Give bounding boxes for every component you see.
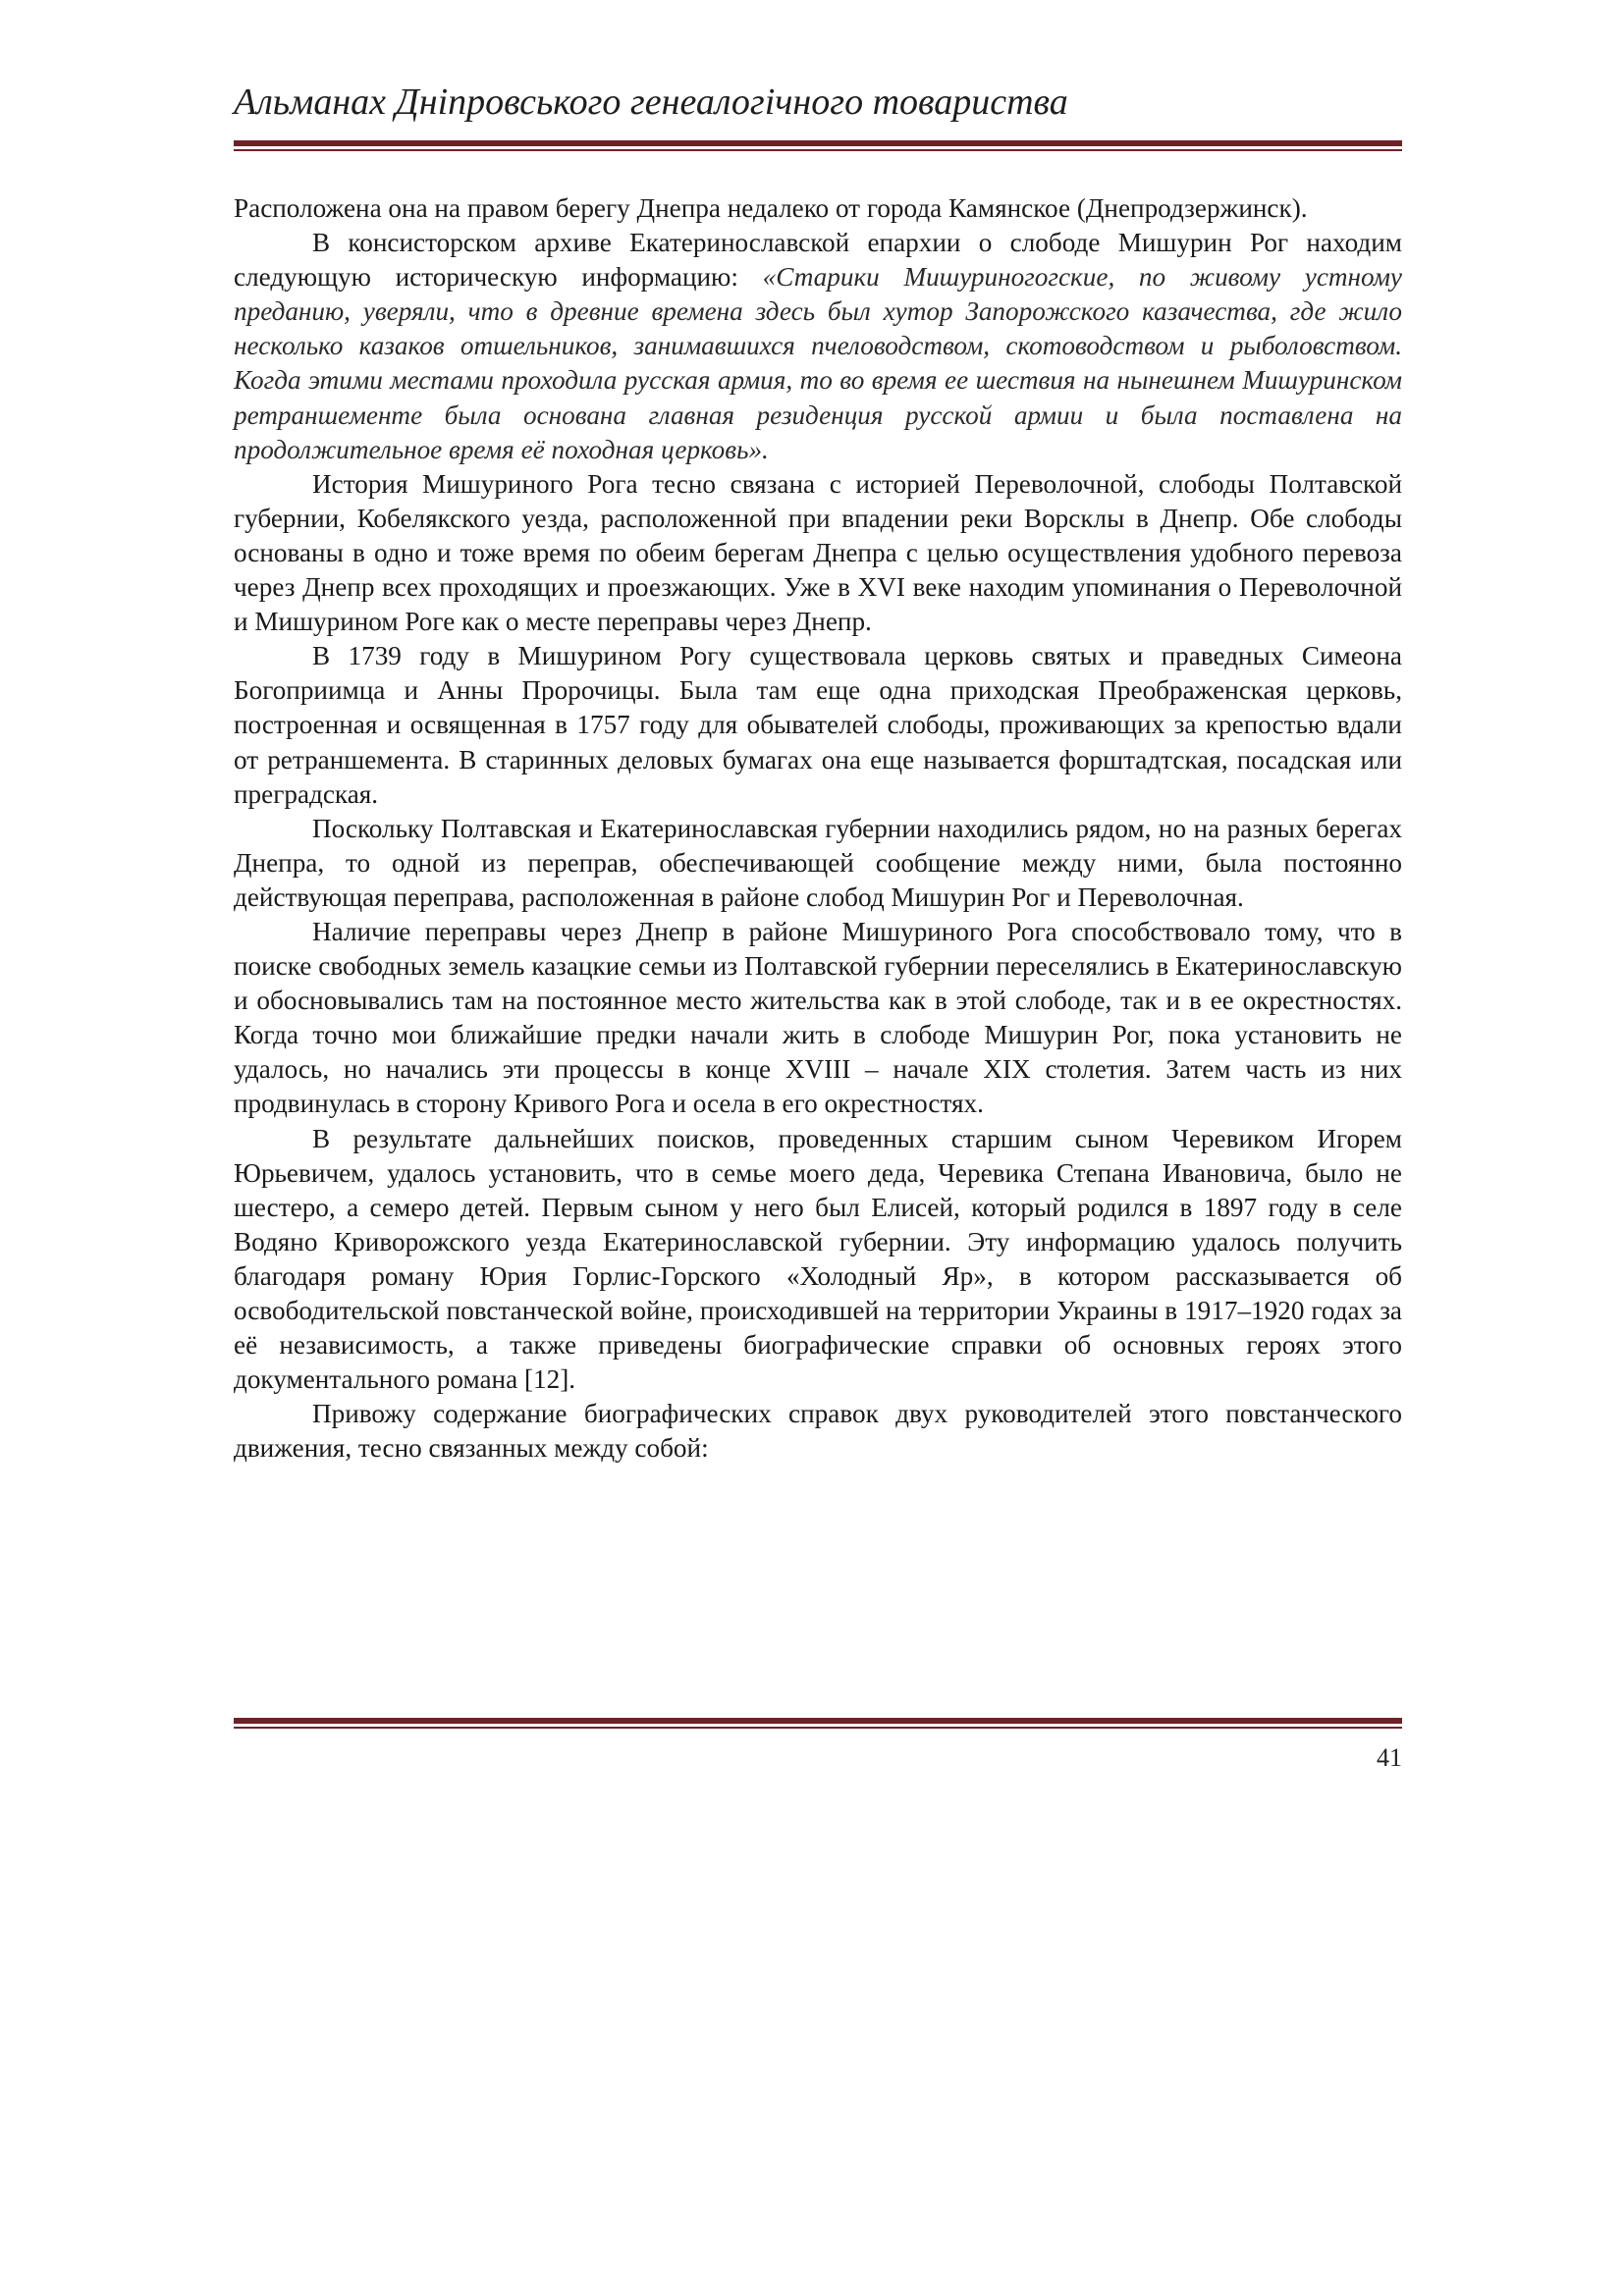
paragraph-4-text: В 1739 году в Мишурином Рогу существовала церковь святых и праведных Симеона Богоприимца и Анны Пророчицы. Была там еще одна приходская Преображенская церковь, построенная и освященная в 1757 году для обывателей слободы, проживающих за крепостью вдали от ретраншемента. В старинных деловых бумагах она еще называется форштадтская, посадская или преградская.: [234, 641, 1402, 809]
paragraph-7: [234, 1122, 1402, 1398]
paragraph-2-text: В консисторском архиве Екатеринославской епархии о слободе Мишурин Рог находим следующую историческую информацию:: [234, 228, 1402, 293]
header-rule-thick: [234, 140, 1402, 146]
paragraph-2: [234, 226, 1402, 467]
footer-rule: [234, 1718, 1402, 1729]
footer-rule-thin: [234, 1727, 1402, 1729]
paragraph-1: [234, 191, 1402, 226]
article-body: [234, 191, 1402, 1693]
paragraph-6: [234, 915, 1402, 1122]
header-rule: [234, 140, 1402, 151]
paragraph-5: [234, 812, 1402, 915]
paragraph-3-text: История Мишуриного Рога тесно связана с историей Переволочной, слободы Полтавской губернии, Кобелякского уезда, расположенной при впадении реки Ворсклы в Днепр. Обе слободы основаны в одно и тоже время по обеим берегам Днепра с целью осуществления удобного перевоза через Днепр всех проходящих и проезжающих. Уже в XVI веке находим упоминания о Переволочной и Мишурином Роге как о месте переправы через Днепр.: [234, 468, 1402, 637]
archive-quote: «Старики Мишуриногогские, по живому устному преданию, уверяли, что в древние времена здесь был хутор Запорожского казачества, где жило несколько казаков отшельников, занимавшихся пчеловодством, скотоводством и рыболовством. Когда этими местами проходила русская армия, то во время ее шествия на нынешнем Мишуринском ретраншементе была основана главная резиденция русской армии и была поставлена на продолжительное время её походная церковь».: [234, 262, 1402, 464]
paragraph-5-text: Поскольку Полтавская и Екатеринославская губернии находились рядом, но на разных берегах Днепра, то одной из переправ, обеспечивающей сообщение между ними, была постоянно действующая переправа, расположенная в районе слобод Мишурин Рог и Переволочная.: [234, 813, 1402, 912]
paragraph-6-text: Наличие переправы через Днепр в районе Мишуриного Рога способствовало тому, что в поиске свободных земель казацкие семьи из Полтавской губернии переселялись в Екатеринославскую и обосновывались там на постоянное место жительства как в этой слободе, так и в ее окрестностях. Когда точно мои ближайшие предки начали жить в слободе Мишурин Рог, пока установить не удалось, но начались эти процессы в конце XVIII – начале XIX столетия. Затем часть из них продвинулась в сторону Кривого Рога и осела в его окрестностях.: [234, 916, 1402, 1119]
paragraph-7-text: В результате дальнейших поисков, проведенных старшим сыном Черевиком Игорем Юрьевичем, удалось установить, что в семье моего деда, Черевика Степана Ивановича, было не шестеро, а семеро детей. Первым сыном у него был Елисей, который родился в 1897 году в селе Водяно Криворожского уезда Екатеринославской губернии. Эту информацию удалось получить благодаря роману Юрия Горлис-Горского «Холодный Яр», в котором рассказывается об освободительской повстанческой войне, происходившей на территории Украины в 1917–1920 годах за её независимость, а также приведены биографические справки об основных героях этого документального романа [12].: [234, 1123, 1402, 1395]
paragraph-1-text: Расположена она на правом берегу Днепра недалеко от города Камянское (Днепродзержинск).: [234, 193, 1308, 223]
paragraph-4: [234, 639, 1402, 811]
running-header-title: Альманах Дніпровського генеалогічного товариства: [234, 81, 1068, 123]
paragraph-8-text: Привожу содержание биографических справок двух руководителей этого повстанческого движения, тесно связанных между собой:: [234, 1399, 1402, 1464]
footer-rule-thick: [234, 1718, 1402, 1724]
paragraph-8: [234, 1397, 1402, 1466]
paragraph-3: [234, 467, 1402, 639]
page-number: 41: [1377, 1743, 1402, 1772]
header-rule-thin: [234, 149, 1402, 151]
